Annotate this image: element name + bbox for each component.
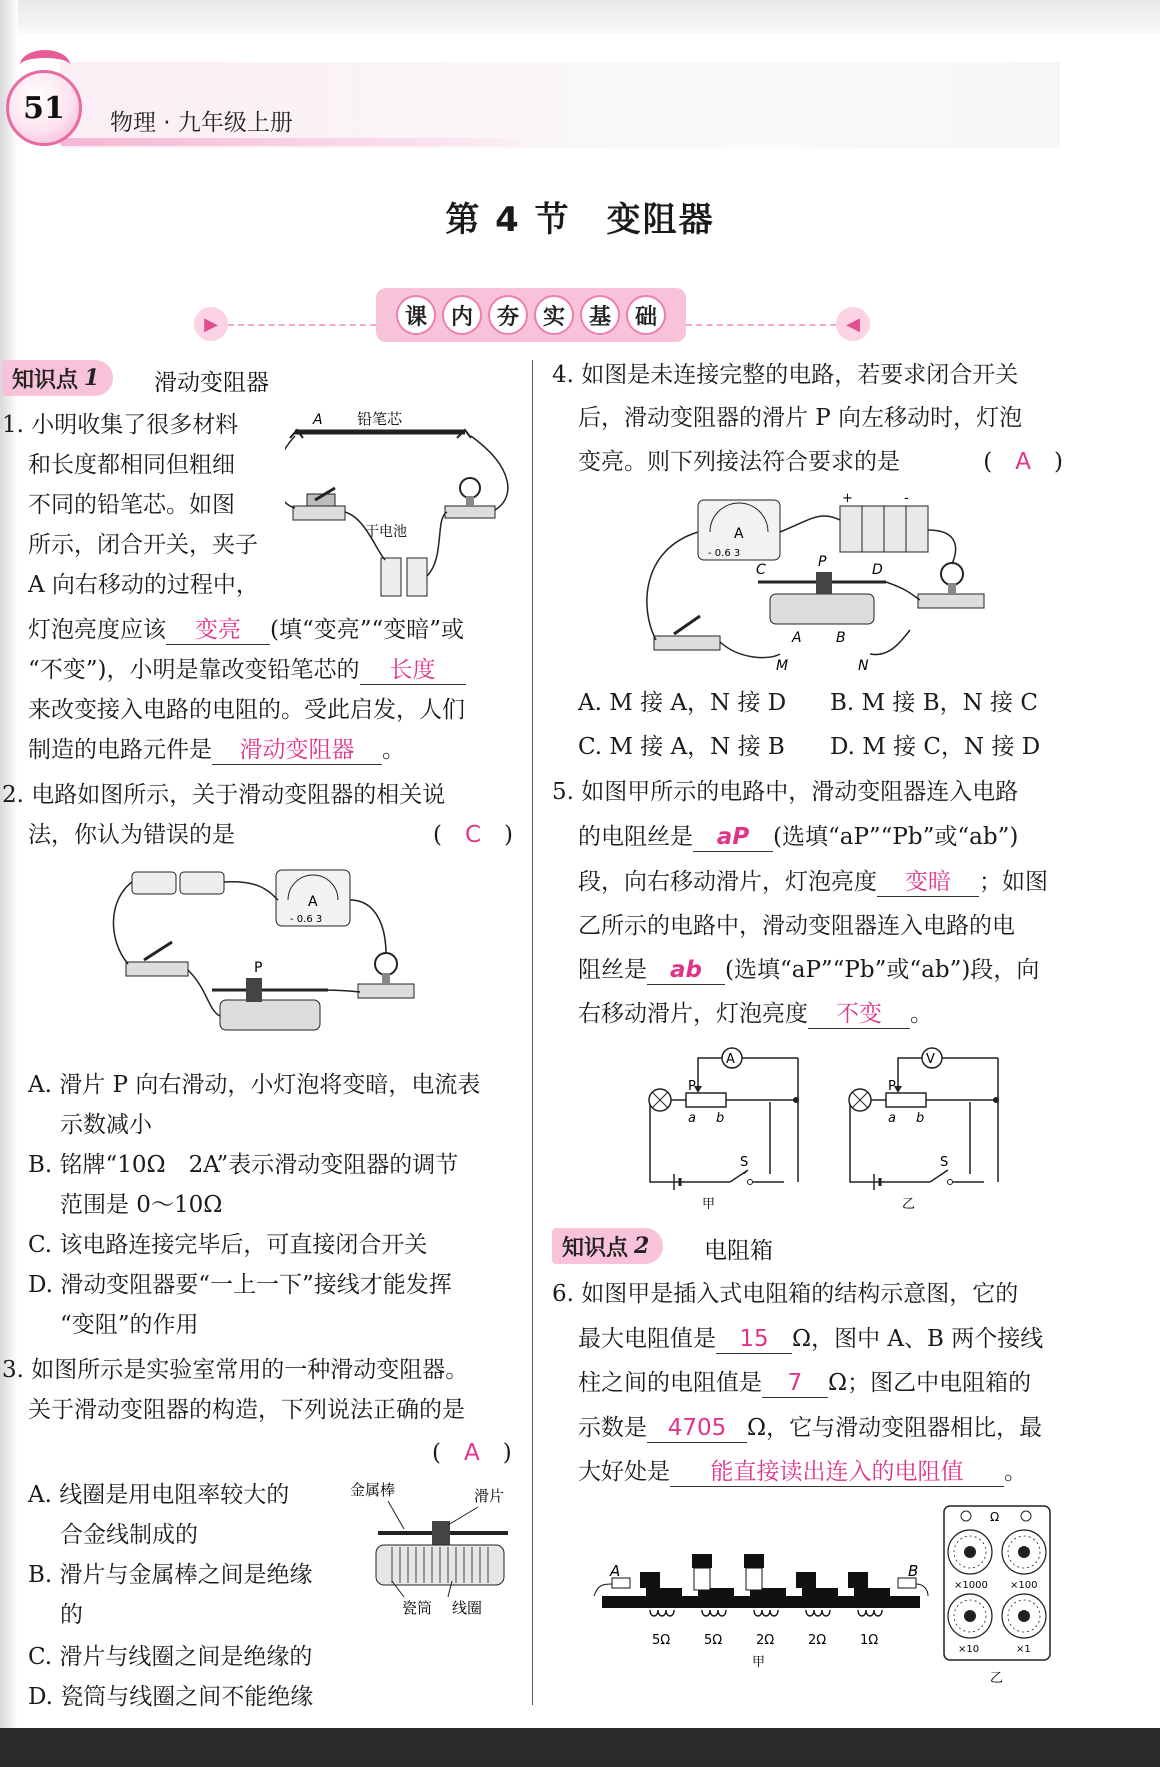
q2-answer: C bbox=[464, 822, 482, 848]
q5-answer-blank-3: ab bbox=[647, 952, 725, 985]
page-bottom-edge bbox=[0, 1728, 1160, 1767]
q1-line-5: A 向右移动的过程中， bbox=[28, 572, 259, 598]
q6-dial-x1: ×1 bbox=[1016, 1644, 1031, 1655]
kp2-title: 电阻箱 bbox=[704, 1238, 773, 1264]
q3-option-a-line-2: 合金线制成的 bbox=[60, 1522, 198, 1548]
q5-line-3 bbox=[578, 862, 1048, 902]
q4-fig-ammeter: A bbox=[734, 526, 744, 542]
q5-jia-p: P bbox=[688, 1079, 696, 1094]
page-number-badge bbox=[6, 70, 82, 146]
banner-char: 夯 bbox=[488, 295, 528, 335]
banner-char: 础 bbox=[626, 295, 666, 335]
q1-answer-blank-2: 长度 bbox=[360, 652, 466, 685]
q2-line-1: 2. 电路如图所示，关于滑动变阻器的相关说 bbox=[2, 782, 446, 808]
q4-fig-plus: + bbox=[842, 491, 853, 506]
q6-fig-value-2: 5Ω bbox=[704, 1633, 723, 1648]
q5-line-5 bbox=[578, 950, 1039, 990]
q3-option-c: C. 滑片与线圈之间是绝缘的 bbox=[28, 1644, 313, 1670]
q3-option-d: D. 瓷筒与线圈之间不能绝缘 bbox=[28, 1684, 314, 1710]
q1-answer-blank-3: 滑动变阻器 bbox=[212, 732, 382, 765]
q5-line-2 bbox=[578, 817, 1018, 857]
q1-answer-blank-1: 变亮 bbox=[166, 612, 270, 645]
kp1-title: 滑动变阻器 bbox=[154, 370, 269, 396]
kp-tag-label: 知识点 bbox=[562, 1235, 629, 1261]
q6-text: 柱之间的电阻值是 bbox=[578, 1370, 762, 1396]
q4-circuit-figure bbox=[640, 490, 1000, 680]
column-divider bbox=[532, 360, 533, 1705]
banner-char: 基 bbox=[580, 295, 620, 335]
knowledge-point-tag-1 bbox=[2, 360, 113, 396]
q1-fig-label-a: A bbox=[313, 412, 323, 428]
q3-fig-rod: 金属棒 bbox=[350, 1481, 396, 1499]
q3-option-b-line-1: B. 滑片与金属棒之间是绝缘 bbox=[28, 1562, 313, 1588]
q5-jia-caption: 甲 bbox=[702, 1197, 716, 1212]
q3-option-b-line-2: 的 bbox=[60, 1602, 83, 1628]
q4-option-c: C. M 接 A，N 接 B bbox=[578, 734, 785, 760]
kp-tag-number: 2 bbox=[634, 1233, 650, 1259]
q5-yi-p: P bbox=[888, 1079, 896, 1094]
q5-text: 段，向右移动滑片，灯泡亮度 bbox=[578, 869, 877, 895]
q1-line-7 bbox=[28, 650, 466, 690]
kp-tag-label: 知识点 bbox=[12, 367, 79, 393]
q1-text: 灯泡亮度应该 bbox=[28, 617, 166, 643]
q1-fig-label-core: 铅笔芯 bbox=[357, 410, 403, 428]
q3-fig-tube: 瓷筒 bbox=[402, 1599, 433, 1615]
q2-option-c: C. 该电路连接完毕后，可直接闭合开关 bbox=[28, 1232, 428, 1258]
q6-dial-resistance-box-figure bbox=[940, 1502, 1055, 1690]
q1-line-2: 和长度都相同但粗细 bbox=[28, 452, 235, 478]
q1-text: “不变”)，小明是靠改变铅笔芯的 bbox=[28, 657, 360, 683]
q1-text: 制造的电路元件是 bbox=[28, 737, 212, 763]
q4-line-2: 后，滑动变阻器的滑片 P 向左移动时，灯泡 bbox=[578, 405, 1023, 431]
q5-answer-blank-1: aP bbox=[693, 819, 773, 852]
banner-char: 实 bbox=[534, 295, 574, 335]
q5-yi-meter: V bbox=[926, 1052, 935, 1067]
q1-pencil-circuit-figure bbox=[285, 408, 520, 608]
q4-line-1: 4. 如图是未连接完整的电路，若要求闭合开关 bbox=[552, 362, 1019, 388]
q6-fig-value-4: 2Ω bbox=[808, 1633, 827, 1648]
banner-dash-right bbox=[686, 324, 836, 326]
q6-line-3 bbox=[578, 1363, 1031, 1403]
q5-line-4: 乙所示的电路中，滑动变阻器连入电路的电 bbox=[578, 913, 1015, 939]
q4-option-a: A. M 接 A，N 接 D bbox=[578, 690, 787, 716]
banner-char: 内 bbox=[442, 295, 482, 335]
q6-answer-blank-1: 15 bbox=[716, 1321, 792, 1354]
q4-answer-paren: ( A ) bbox=[983, 449, 1063, 475]
q2-text: 法，你认为错误的是 bbox=[28, 822, 235, 848]
q5-yi-a: a bbox=[888, 1111, 896, 1126]
q5-text: 。 bbox=[910, 1001, 933, 1027]
q2-option-d-line-2: “变阻”的作用 bbox=[60, 1312, 199, 1338]
q6-text: 。 bbox=[1004, 1459, 1027, 1485]
q6-answer-blank-4: 能直接读出连入的电阻值 bbox=[670, 1454, 1004, 1487]
page-number: 51 bbox=[23, 90, 65, 126]
page-top-edge bbox=[0, 0, 1160, 34]
q1-text: 。 bbox=[382, 737, 405, 763]
q3-fig-slider: 滑片 bbox=[474, 1487, 505, 1505]
q3-option-a-line-1: A. 线圈是用电阻率较大的 bbox=[28, 1482, 290, 1508]
q4-line-3 bbox=[578, 442, 1063, 482]
q6-fig-b: B bbox=[908, 1562, 919, 1580]
q6-text: 最大电阻值是 bbox=[578, 1326, 716, 1352]
kp-tag-number: 1 bbox=[84, 365, 100, 391]
page-left-shadow bbox=[0, 0, 18, 1767]
q2-option-a-line-1: A. 滑片 P 向右滑动，小灯泡将变暗，电流表 bbox=[28, 1072, 481, 1098]
q5-text: (选填“aP”“Pb”或“ab”)段，向 bbox=[725, 957, 1040, 983]
q5-schematic-jia bbox=[630, 1042, 810, 1212]
q6-line-1: 6. 如图甲是插入式电阻箱的结构示意图，它的 bbox=[552, 1281, 1019, 1307]
q1-line-8: 来改变接入电路的电阻的。受此启发，人们 bbox=[28, 697, 465, 723]
q6-dial-x1000: ×1000 bbox=[954, 1580, 988, 1591]
q2-option-a-line-2: 示数减小 bbox=[60, 1112, 152, 1138]
q2-answer-paren: ( C ) bbox=[432, 822, 513, 848]
q6-fig-value-5: 1Ω bbox=[860, 1633, 879, 1648]
q2-option-d-line-1: D. 滑动变阻器要“一上一下”接线才能发挥 bbox=[28, 1272, 452, 1298]
q5-yi-s: S bbox=[940, 1155, 949, 1170]
q2-circuit-figure bbox=[108, 860, 438, 1050]
q1-line-3: 不同的铅笔芯。如图 bbox=[28, 492, 235, 518]
q6-text: Ω；图乙中电阻箱的 bbox=[828, 1370, 1032, 1396]
q4-text: 变亮。则下列接法符合要求的是 bbox=[578, 449, 900, 475]
q4-fig-m: M bbox=[776, 658, 789, 674]
q5-answer-blank-4: 不变 bbox=[808, 996, 910, 1029]
q6-text: Ω，图中 A、B 两个接线 bbox=[792, 1326, 1044, 1352]
q3-fig-coil: 线圈 bbox=[452, 1599, 483, 1615]
q3-line-2: 关于滑动变阻器的构造，下列说法正确的是 bbox=[28, 1397, 465, 1423]
q5-text: ；如图 bbox=[979, 869, 1048, 895]
q1-line-4: 所示，闭合开关，夹子 bbox=[28, 532, 258, 558]
banner-arrow-right-icon: ▶ bbox=[194, 307, 228, 341]
q2-line-2 bbox=[28, 815, 513, 855]
q2-fig-scale: - 0.6 3 bbox=[290, 914, 323, 925]
q1-line-9 bbox=[28, 730, 405, 770]
q5-line-1: 5. 如图甲所示的电路中，滑动变阻器连入电路 bbox=[552, 779, 1019, 805]
q5-yi-caption: 乙 bbox=[902, 1197, 916, 1212]
q6-dial-x100: ×100 bbox=[1010, 1580, 1038, 1591]
book-title: 物理 · 九年级上册 bbox=[110, 110, 293, 136]
banner-char: 课 bbox=[396, 295, 436, 335]
q6-fig-caption-jia: 甲 bbox=[752, 1655, 766, 1670]
section-title: 第 4 节 变阻器 bbox=[445, 200, 715, 240]
q6-fig-a: A bbox=[610, 1562, 621, 1580]
q5-jia-b: b bbox=[716, 1111, 725, 1126]
q6-answer-blank-2: 7 bbox=[762, 1365, 828, 1398]
q4-answer: A bbox=[1015, 449, 1032, 475]
q2-option-b-line-1: B. 铭牌“10Ω 2A”表示滑动变阻器的调节 bbox=[28, 1152, 459, 1178]
q1-line-1: 1. 小明收集了很多材料 bbox=[2, 412, 239, 438]
q3-line-1: 3. 如图所示是实验室常用的一种滑动变阻器。 bbox=[2, 1357, 469, 1383]
q4-fig-n: N bbox=[858, 658, 869, 674]
q5-text: 右移动滑片，灯泡亮度 bbox=[578, 1001, 808, 1027]
q4-fig-p: P bbox=[818, 554, 827, 570]
q5-yi-b: b bbox=[916, 1111, 925, 1126]
q3-answer: A bbox=[463, 1440, 480, 1466]
q5-answer-blank-2: 变暗 bbox=[877, 864, 979, 897]
q4-fig-a: A bbox=[792, 630, 802, 646]
banner-dash-left bbox=[228, 324, 376, 326]
q6-text: 示数是 bbox=[578, 1415, 647, 1441]
q6-line-4 bbox=[578, 1408, 1042, 1448]
q6-dial-omega: Ω bbox=[990, 1510, 1000, 1524]
q4-fig-scale: - 0.6 3 bbox=[708, 548, 741, 559]
q5-jia-meter: A bbox=[726, 1052, 735, 1067]
q6-dial-x10: ×10 bbox=[958, 1644, 980, 1655]
q2-option-b-line-2: 范围是 0～10Ω bbox=[60, 1192, 223, 1218]
q5-schematic-yi bbox=[830, 1042, 1010, 1212]
q1-text: (填“变亮”“变暗”或 bbox=[270, 617, 465, 643]
knowledge-point-tag-2 bbox=[552, 1228, 663, 1264]
banner-arrow-left-icon: ◀ bbox=[836, 307, 870, 341]
q6-text: 大好处是 bbox=[578, 1459, 670, 1485]
q4-fig-minus: - bbox=[904, 491, 909, 506]
q5-text: (选填“aP”“Pb”或“ab”) bbox=[773, 824, 1019, 850]
q6-plug-resistance-box-figure bbox=[586, 1548, 931, 1688]
q6-line-2 bbox=[578, 1319, 1043, 1359]
q4-fig-b: B bbox=[836, 630, 846, 646]
q5-jia-s: S bbox=[740, 1155, 749, 1170]
q6-fig-value-3: 2Ω bbox=[756, 1633, 775, 1648]
q5-line-6 bbox=[578, 994, 933, 1034]
q6-fig-value-1: 5Ω bbox=[652, 1633, 671, 1648]
q1-line-6 bbox=[28, 610, 464, 650]
q6-answer-blank-3: 4705 bbox=[647, 1410, 747, 1443]
q5-text: 阻丝是 bbox=[578, 957, 647, 983]
q4-fig-c: C bbox=[756, 562, 766, 578]
q2-fig-p: P bbox=[254, 960, 263, 976]
q3-rheostat-figure bbox=[348, 1475, 528, 1615]
q2-fig-ammeter: A bbox=[308, 894, 318, 910]
q6-text: Ω，它与滑动变阻器相比，最 bbox=[747, 1415, 1043, 1441]
q3-answer-paren: ( A ) bbox=[432, 1440, 512, 1466]
header-underline bbox=[60, 138, 540, 146]
section-banner bbox=[376, 288, 686, 342]
q5-text: 的电阻丝是 bbox=[578, 824, 693, 850]
q1-fig-label-battery: 干电池 bbox=[365, 524, 407, 540]
q5-jia-a: a bbox=[688, 1111, 696, 1126]
q4-option-d: D. M 接 C，N 接 D bbox=[830, 734, 1041, 760]
q6-fig-caption-yi: 乙 bbox=[990, 1671, 1004, 1686]
q6-line-5 bbox=[578, 1452, 1027, 1492]
q4-fig-d: D bbox=[872, 562, 883, 578]
q4-option-b: B. M 接 B，N 接 C bbox=[830, 690, 1038, 716]
